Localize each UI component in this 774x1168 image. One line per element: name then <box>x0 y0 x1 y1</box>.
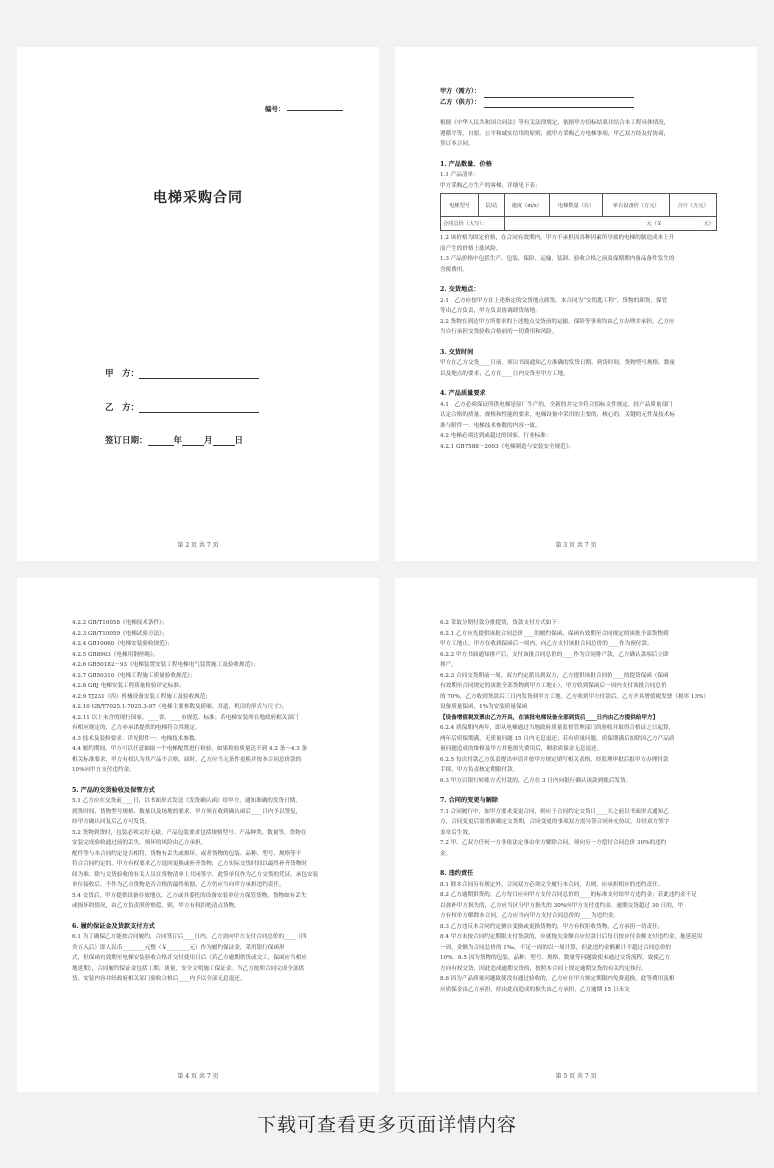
text-line: 手续，甲方负责核定期限付款。 <box>440 767 519 773</box>
party-a-blank <box>484 89 634 98</box>
party-a-line <box>440 87 717 98</box>
spacer <box>440 786 717 796</box>
section-5-body <box>72 796 339 912</box>
section-8-title: 8. 违约责任 <box>440 870 474 877</box>
year-blank <box>148 435 174 446</box>
text-line: 舍五入后）即人民币________元整（￥________元）作为履约保证金，采用银行保函形 <box>72 944 285 951</box>
text-line: 4.2.7 GB50310《电梯工程施工质量验收规范》； <box>72 672 196 679</box>
party-b-label: 乙方（供方）： <box>440 98 481 106</box>
text-line: 5.4 交货后，甲方提供设备存放地点，乙方或其委托的设备安装单位方保管货物，货物如有丢失 <box>72 892 307 899</box>
spacer <box>440 108 717 118</box>
text-line: 根据《中华人民共和国合同法》等有关法律规定，依据甲方招标结果并结合本工程具体情况， <box>440 120 670 126</box>
text-line: 4.2.3 GB/T10059《电梯试验方法》； <box>72 630 168 637</box>
document-page-3 <box>17 578 379 1092</box>
text-line: 方向有权交货，因此造成逾期交货的，按照本合同上规定逾期交货的有关约定执行。 <box>440 965 647 972</box>
text-line: 6.2 采取分期付款分批提货，货款支付方式如下： <box>440 620 563 626</box>
text-line: 4.2.4 GB10060《电梯安装验收规范》； <box>72 641 174 647</box>
table-header-cell: 电梯数量（台） <box>549 194 602 217</box>
spacer <box>440 275 717 285</box>
text-line: 8.2 乙方逾期供货的，乙方每日应向甲方支付合同总价的____的标准支付给甲方违约金；若此违约金不足 <box>440 892 697 898</box>
section-1-notes <box>440 233 717 275</box>
spacer <box>440 859 717 869</box>
party-a-label: 甲方（需方）： <box>440 88 481 95</box>
text-line: 安装完成验收通过前的丢失、损坏的风险由乙方承担。 <box>72 840 207 846</box>
table-header-cell: 单台设备价（万元） <box>603 194 670 217</box>
day-blank <box>213 435 235 446</box>
text-line: 2.1 乙方应按甲方在上述指定的交货地点卸货，本合同为“交钥匙工程”，货物的卸货，保管 <box>440 297 668 304</box>
section-6-body <box>72 932 339 985</box>
section-7-title: 7. 合同的变更与解除 <box>440 797 499 804</box>
section-2-title: 2. 交货地点： <box>440 286 480 293</box>
text-line: 两年后质保期满，无质量问题 15 日内无息退还；若有质量问题，质保期满后扣除因乙方产品质 <box>440 735 675 742</box>
spacer <box>72 776 339 786</box>
table-header-cell: 合计（万元） <box>670 194 717 217</box>
text-line: 以及地点的要求；乙方在____日内交货至甲方工地。 <box>440 370 569 377</box>
text-line: 方有权单方解除本合同，乙方应当向甲方支付合同总价的____为违约金。 <box>440 913 620 919</box>
text-line: 排产。 <box>440 662 457 668</box>
text-line: 4.2.1 GB7588－2003《电梯制造与安装安全规范》； <box>440 443 575 450</box>
text-line: 签订本合同。 <box>440 141 474 147</box>
sign-date-field <box>105 434 243 446</box>
text-line: 4.2.5 GB8903《电梯用钢丝绳》； <box>72 651 159 658</box>
section-4-body <box>440 400 717 453</box>
text-line: 2.2 货物在到达甲方所要求的上述地点交货前的运输，保险等事项均由乙方办理并承担，乙方应 <box>440 318 675 325</box>
text-line: 6.1 为了确保乙方能按合同履约，合同签订后____日内，乙方需向甲方支付合同总价的____（四 <box>72 934 307 940</box>
text-line: 或损坏的情况，由乙方负责照价赔偿，则，甲方有权拒绝清点货物。 <box>72 903 240 909</box>
text-line: 甲方工地止，甲方在收到保函后一周内，向乙方支付该批合同总价的____作为预付款。 <box>440 641 653 647</box>
text-line: 当自行承担交货验收合格前的一切费用和风险。 <box>440 329 558 335</box>
table-total-row <box>441 217 717 231</box>
party-a-field <box>105 367 259 379</box>
text-line: 8.4 甲方未按合同约定期限支付货款的，应就拖欠金额自应付款日后每日按应付金额支付违约金，拖延延误 <box>440 934 703 940</box>
text-line: 甲方采购乙方生产的客梯，详细见下表： <box>440 182 541 189</box>
payment-terms <box>440 618 717 713</box>
text-line: 1.2 该价格为固定价格，在合同有效期内，甲方不承担因各种因素所导致的电梯的制造成本上升 <box>440 235 675 241</box>
table-header-cell: 速度（m/s） <box>504 194 549 217</box>
text-line: 等由乙方负责，甲方负责协调卸货场地。 <box>440 308 541 314</box>
contract-number-blank <box>287 110 343 111</box>
page-footer: 第 2 页 共 7 页 <box>177 542 219 549</box>
text-line: 7.1 合同履行中，如甲方要求变更合同，则应于合同约定交货日____天之前以书面形式通知乙 <box>440 808 669 815</box>
text-line: 单位接收后，不作为乙方货物是否合格的最终依据，乙方仍应当向甲方承担违约责任。 <box>72 882 285 888</box>
text-line: 4.1 乙方必须保证所供电梯是原厂生产的，全新的并完全符合招标文件规定，经产品质量部门 <box>440 401 673 408</box>
spacer <box>440 150 717 160</box>
text-line: 含税费用。 <box>440 266 468 273</box>
text-line: 6.2.1 乙方应先提供该批合同总价____的履约保函，保函有效期至合同规定的该批全部货物到 <box>440 630 669 637</box>
month-blank <box>182 435 204 446</box>
text-line: 相关标准要求，甲方有权认为其产品不合格，届时，乙方应当无条件更换并按本合同总价款的 <box>72 756 302 763</box>
section-7-body <box>440 807 717 860</box>
text-line: 金。 <box>440 850 452 857</box>
section-3-title: 3. 交货时间 <box>440 348 474 356</box>
text-line: 4.3 技术及装修要求：详见附件一：电梯技术参数。 <box>72 735 201 742</box>
total-label-cell: 合同总价（大写）： <box>441 217 505 231</box>
text-line: 符合合同约定的，甲方有权要求乙方退回更换或补齐货物，乙方实际交货时间以最终补齐货物时 <box>72 861 307 867</box>
party-a-label: 甲 方： <box>105 369 140 379</box>
text-line: 有效期至合同规定的该批全部货物到甲方工地止），甲方收到保函后一周内支付该批合同总价 <box>440 683 667 689</box>
text-line: 一周，金额为合同总价的 1‰，不足一周的以一周计算，但此违约金额累计不超过合同总价的 <box>440 944 672 951</box>
spacer <box>72 912 339 922</box>
text-line: 10%向甲方支付违约金。 <box>72 767 135 773</box>
text-line: 配件等与本合同约定是否相符，货物有丢失或损坏，或者货物的包装、品种、型号、规格等不 <box>72 850 302 857</box>
section-1-title: 1. 产品数量、价格 <box>440 160 492 168</box>
text-line: 6.2.5 每次付款乙方负责提出申请并按甲方规定填写相关表格，经监理审批后报甲方办理付款 <box>440 756 669 763</box>
invoice-note: 【设备增值税发票由乙方开具，在该批电梯设备全部到货后____日内由乙方提供给甲方】 <box>440 714 659 721</box>
text-line: 7.2 甲、乙双方任何一方非依法定事由单方解除合同，须向另一方偿付合同总价 30%的违约 <box>440 840 667 846</box>
party-b-label: 乙 方： <box>105 403 140 413</box>
table-header-cell: 层/站 <box>479 194 504 217</box>
text-line: 8.3 乙方违反本合同约定擅自变换或更换货物的，甲方有权拒收货物，乙方承担一切责任。 <box>440 923 664 930</box>
text-line: 4.2.6 GB50182－93《电梯装置安装工程电梯电气装置施工及验收规范》； <box>72 662 259 668</box>
text-line: 4.2.8 GBJ 电梯安装工程质量检验评定标准； <box>72 683 185 689</box>
text-line: 认定合格的质量、规格和性能的要求，电梯设备中采用的主要的，核心的，关键的元件及技术标 <box>440 412 675 418</box>
text-line: 8.1 除本合同另有规定外，合同双方必须完全履行本合同，否则，应承担相应的违约责任。 <box>440 881 664 888</box>
page-footer: 第 4 页 共 7 页 <box>177 1073 219 1080</box>
party-b-blank <box>139 402 259 413</box>
section-8-body <box>440 880 717 996</box>
product-table <box>440 193 717 231</box>
text-line: 经甲方确认回复后乙方可发货。 <box>72 819 151 825</box>
party-a-blank <box>139 368 259 379</box>
contract-number <box>265 104 343 113</box>
text-line: 4.2.9 TJ231（四）机械设备安装工程施工及验收规范； <box>72 693 211 700</box>
text-line: 4.2.11 以上未含的现行国家、____省、____市规范、标准；若电梯安装所在地政府相关部门 <box>72 714 299 721</box>
section-6-title: 6. 履约保证金及货款支付方式 <box>72 922 155 930</box>
text-line: 5.2 货物到货时，包装必须完好无缺，产品包装要求包括规格型号、产品种类、数量等，货物在 <box>72 829 307 836</box>
warranty-terms <box>440 723 717 786</box>
text-line: 量问题造成的维修及甲方其他损失费用后，剩余质保金无息退还。 <box>440 746 603 752</box>
text-line: 遵循平等、自愿、公平和诚实信用的原则，就甲方采购乙方电梯事项，甲乙双方经友好协商， <box>440 130 670 137</box>
standards-list <box>72 618 339 776</box>
text-line: 而产生的价格上涨风险。 <box>440 245 502 252</box>
page-footer: 第 5 页 共 7 页 <box>555 1073 597 1080</box>
download-caption: 下载可查看更多页面详情内容 <box>256 1114 517 1136</box>
page-footer: 第 3 页 共 7 页 <box>555 542 597 549</box>
month-label: 月 <box>204 436 213 446</box>
party-b-field <box>105 401 259 413</box>
party-b-line <box>440 98 717 109</box>
section-1-body <box>440 170 717 191</box>
section-2-body <box>440 296 717 338</box>
section-4-title: 4. 产品质量要求 <box>440 390 486 397</box>
text-line: 设备质量保函，1%为安装质量保函 <box>440 704 528 710</box>
text-line: 到货时间、货物型号规格、数量以及场地的要求，甲方须在收到确认函后____日内予以签复， <box>72 808 302 815</box>
text-line: 5.1 乙方应在交货前____日，以书面形式发送《发货确认函》给甲方，通知准确的发货日期、 <box>72 798 301 804</box>
section-3-body <box>440 358 717 379</box>
text-line: 4.2.10 GB/T7025.1-7025.3-97《电梯主要参数及轿厢、井道、机房的形式与尺寸》； <box>72 704 288 710</box>
text-line: 式，但保函有效期至电梯安装验收合格并交付使用日后（若乙方逾期供货或交工，保函应当相应 <box>72 955 307 961</box>
page-title: 电梯采购合同 <box>153 190 243 206</box>
text-line: 盖章后生效。 <box>440 829 474 836</box>
text-line: 10%。8.5 因为货物的包装、品种、型号、规格、数量等问题致使未通过交货流程，致使乙方 <box>440 955 671 961</box>
text-line: 方，合同变更后需重新确定交货期，合同变更的事项双方需另签合同补充协议，并经双方签字 <box>440 819 670 825</box>
text-line: 货、安装内容并经政府相关部门验收合格后____内予以全部无息退还。 <box>72 976 246 982</box>
document-page-2 <box>395 47 757 561</box>
text-line: 6.2.4 质保期内两年，即从电梯通过当地政府质量监督管理部门的验收并取得合格证之日起算， <box>440 725 675 731</box>
page-body <box>440 87 717 452</box>
spacer <box>440 338 717 348</box>
text-line: 甲方在乙方交货____日前，须以书面通知乙方准确的发货日期、到货时间，货物型号规格、数量 <box>440 360 675 366</box>
text-line: 8.6 因为产品质量问题致使没有通过验收的，乙方应在甲方规定期限内免费退换，此等费用及相 <box>440 976 675 982</box>
text-line: 地延期），合同履约保证金包括工期、质量、安全文明施工保证金。当乙方按照合同完成全部供 <box>72 965 305 972</box>
contract-number-label: 编号： <box>265 105 285 113</box>
document-page-4 <box>395 578 757 1092</box>
text-line: 6.2.3 合同交货期前一周，双方约定派员到双方，乙方提供该批合同价____的提货保函（保函 <box>440 672 669 679</box>
table-header-cell: 电梯型号 <box>441 194 479 217</box>
page-body <box>72 618 339 985</box>
day-label: 日 <box>234 436 244 446</box>
text-line: 应质保金由乙方承担，经由此而造成的损失由乙方承担，乙方逾期 15 日未交 <box>440 986 630 993</box>
page-body <box>440 618 717 995</box>
text-line: 的 70%，乙方收到货款后三日内发货到甲方工地。乙方收到甲方付款后，乙方开具增值税发票（税率 13%） <box>440 693 709 700</box>
table-header-row <box>441 194 717 217</box>
text-line: 准与附件一：电梯技术参数的内容一致。 <box>440 422 541 429</box>
text-line: 6.2.2 甲方书面通知排产后，支付该批合同总价的____作为合同排产款，乙方确认款项后立即 <box>440 651 669 658</box>
sign-date-label: 签订日期： <box>105 436 148 446</box>
text-line: 1.3 产品价格中包括生产、包装、保险、运输、装卸、验收合格之前及保期期内备品备件发生的 <box>440 256 675 262</box>
intro-paragraph <box>440 118 717 150</box>
section-5-title: 5. 产品的交货验收及保管方式 <box>72 786 155 794</box>
text-line: 以弥补甲方损失的，乙方应当区分甲方损失的 30%向甲方支付违约金，逾期交货超过 30 日的，甲 <box>440 902 684 909</box>
total-value-cell: 元（￥ 元） <box>504 217 717 231</box>
text-line: 有相应规定的，乙方亦承诺提供的电梯符合其规定。 <box>72 725 201 731</box>
spacer <box>440 379 717 389</box>
party-b-blank <box>484 99 634 108</box>
text-line: 4.4 履约期间，甲方可以任意抽取一个电梯配置进行检验，如果检验质量达不到 4.2 条～4.3 条 <box>72 746 308 752</box>
text-line: 间为准。除与交货验收的有关人员在货物清单上共同签字，此签单仅作为乙方交货的凭证，承包安装 <box>72 871 319 878</box>
year-label: 年 <box>173 436 183 446</box>
text-line: 1.1 产品清单： <box>440 172 479 178</box>
text-line: 4.2 电梯必须达到或超过的国家、行业标准： <box>440 433 552 439</box>
text-line: 6.3 甲方以银行转账方式付款的，乙方在 3 日内向银行确认该款到账后发货。 <box>440 777 632 784</box>
document-page-cover <box>17 47 379 561</box>
text-line: 4.2.2 GB/T10058《电梯技术条件》； <box>72 620 168 626</box>
